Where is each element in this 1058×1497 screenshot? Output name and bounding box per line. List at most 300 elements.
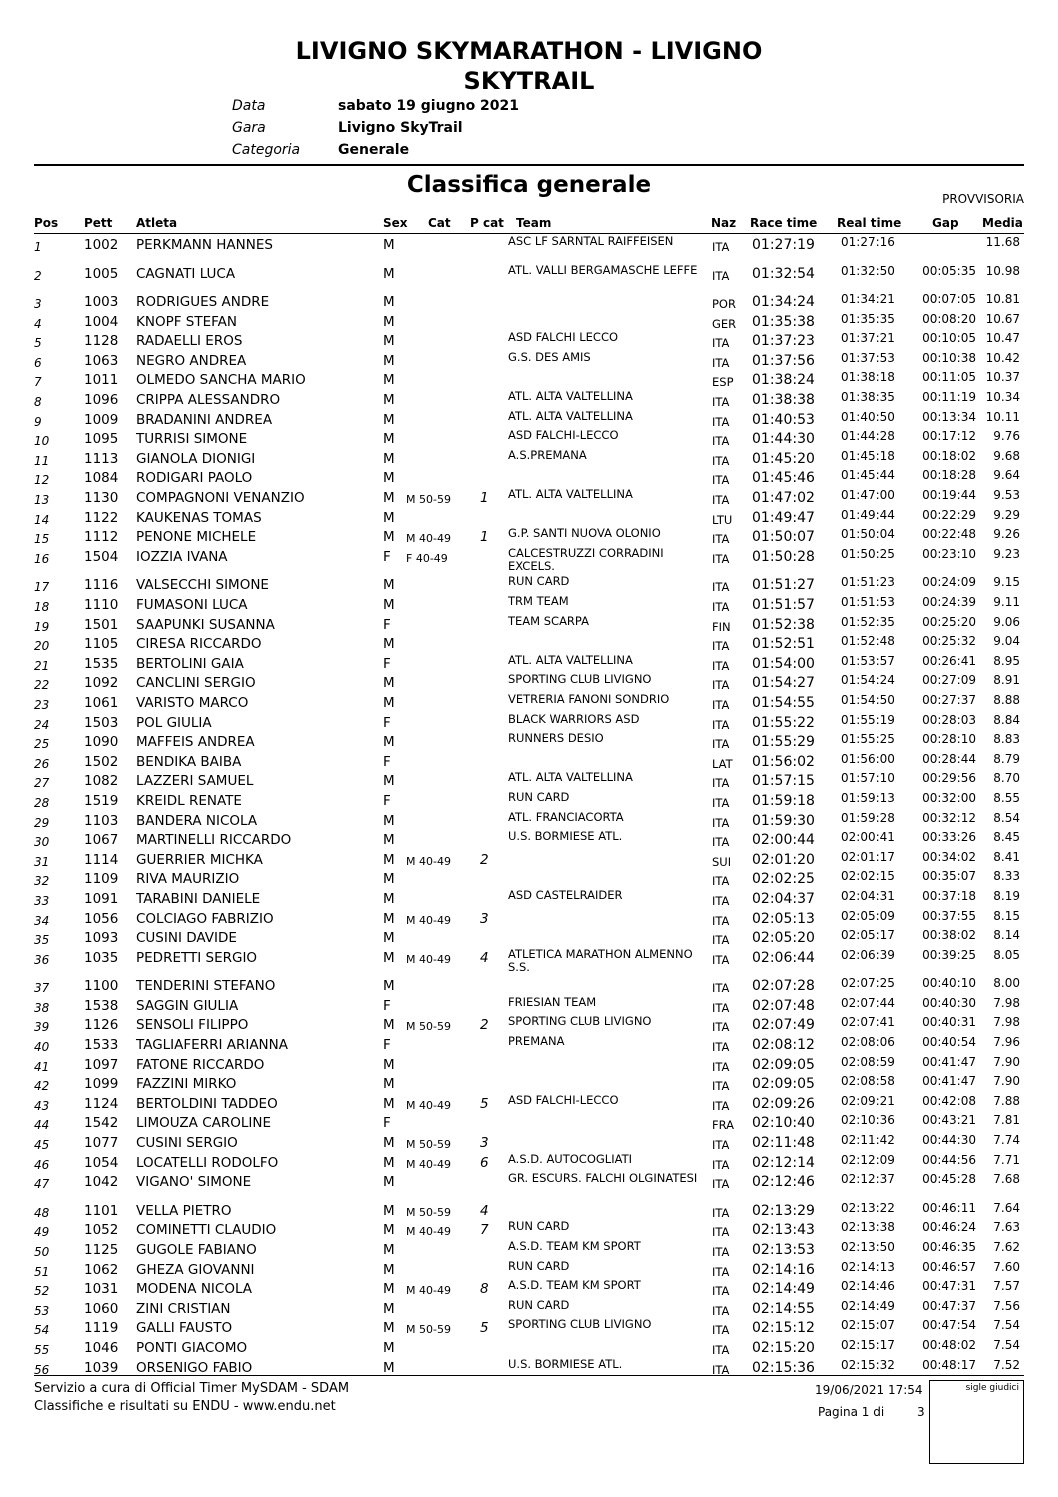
cell-real: 02:12:37 (841, 1172, 895, 1187)
cell-atleta: VELLA PIETRO (136, 1202, 232, 1219)
cell-sex: F (383, 792, 391, 809)
cell-pos: 31 (34, 854, 50, 869)
cell-sex: M (383, 1174, 395, 1191)
cell-race: 01:32:54 (752, 265, 815, 282)
cell-media: 8.88 (993, 692, 1020, 707)
cell-sex: M (383, 313, 395, 330)
cell-naz: ITA (712, 1303, 730, 1318)
cell-naz: ITA (712, 414, 730, 429)
cell-race: 01:38:24 (752, 372, 815, 389)
cell-sex: M (383, 333, 395, 350)
cell-race: 02:13:53 (752, 1241, 815, 1258)
cell-race: 02:10:40 (752, 1115, 815, 1132)
cell-real: 01:50:25 (841, 546, 895, 561)
cell-race: 01:55:22 (752, 714, 815, 731)
cell-pett: 1097 (84, 1056, 119, 1073)
cell-sex: M (383, 949, 395, 966)
cell-sex: M (383, 1241, 395, 1258)
cell-race: 02:09:05 (752, 1076, 815, 1093)
cell-naz: ITA (712, 473, 730, 488)
cell-media: 8.33 (993, 869, 1020, 884)
cell-media: 7.81 (993, 1113, 1020, 1128)
cell-media: 10.47 (985, 331, 1020, 346)
cell-media: 9.11 (993, 594, 1020, 609)
cell-team: RUN CARD (508, 574, 570, 589)
cell-real: 02:15:17 (841, 1337, 895, 1352)
cell-atleta: SAGGIN GIULIA (136, 997, 239, 1014)
cell-atleta: CUSINI DAVIDE (136, 930, 237, 947)
cell-pett: 1062 (84, 1261, 119, 1278)
cell-race: 02:07:49 (752, 1017, 815, 1034)
cell-gap: 00:47:54 (922, 1318, 976, 1333)
cell-atleta: MARTINELLI RICCARDO (136, 832, 292, 849)
cell-atleta: MAFFEIS ANDREA (136, 734, 255, 751)
cell-race: 02:00:44 (752, 832, 815, 849)
cell-team: ATL. ALTA VALTELLINA (508, 652, 633, 667)
cell-media: 10.98 (985, 263, 1020, 278)
data-label: Data (232, 98, 266, 114)
cell-media: 8.41 (993, 849, 1020, 864)
cell-naz: ITA (712, 1244, 730, 1259)
cell-naz: LTU (712, 512, 733, 527)
cell-race: 01:56:02 (752, 753, 815, 770)
cell-naz: ITA (712, 453, 730, 468)
cell-pett: 1084 (84, 470, 119, 487)
cell-real: 01:40:50 (841, 409, 895, 424)
cell-real: 02:11:42 (841, 1133, 895, 1147)
cell-real: 01:37:53 (841, 350, 895, 365)
cell-sex: F (383, 997, 391, 1014)
cell-media: 8.19 (993, 888, 1020, 903)
cell-atleta: LOCATELLI RODOLFO (136, 1154, 279, 1171)
cell-real: 02:15:32 (841, 1357, 895, 1372)
cell-real: 01:55:19 (841, 712, 895, 727)
cell-pos: 20 (34, 639, 50, 654)
cell-atleta: BANDERA NICOLA (136, 812, 258, 829)
cell-gap: 00:25:32 (922, 634, 976, 649)
col-media: Media (982, 216, 1023, 230)
cell-naz: ITA (712, 355, 730, 370)
cell-gap: 00:46:57 (922, 1259, 976, 1274)
cell-race: 02:13:29 (752, 1202, 815, 1219)
cell-race: 01:51:27 (752, 577, 815, 594)
cell-gap: 00:40:30 (922, 995, 976, 1010)
cell-atleta: OLMEDO SANCHA MARIO (136, 372, 306, 389)
cell-race: 01:54:00 (752, 655, 815, 672)
cell-naz: ITA (712, 776, 730, 791)
cell-race: 01:37:23 (752, 333, 815, 350)
cell-atleta: PERKMANN HANNES (136, 237, 273, 253)
cell-naz: ITA (712, 551, 730, 566)
cell-naz: FRA (712, 1118, 735, 1133)
cell-race: 01:50:28 (752, 548, 815, 565)
cell-gap: 00:11:05 (922, 370, 976, 385)
cell-race: 01:57:15 (752, 773, 815, 790)
cell-gap: 00:41:47 (922, 1074, 976, 1089)
cell-atleta: VALSECCHI SIMONE (136, 577, 269, 594)
cell-naz: ITA (712, 395, 730, 409)
cell-gap: 00:05:35 (922, 263, 976, 278)
cell-media: 10.81 (985, 292, 1020, 306)
categoria-label: Categoria (232, 142, 301, 158)
cell-pett: 1101 (84, 1202, 119, 1219)
cell-pos: 37 (34, 981, 50, 996)
cell-gap: 00:22:29 (922, 507, 976, 522)
cell-race: 01:54:55 (752, 694, 815, 711)
cell-gap: 00:24:39 (922, 594, 976, 609)
cell-real: 01:44:28 (841, 429, 895, 444)
cell-sex: M (383, 871, 395, 888)
footer-service: Servizio a cura di Official Timer MySDAM - SDAM (34, 1381, 350, 1396)
cell-media: 10.11 (985, 409, 1020, 424)
cell-pos: 22 (34, 678, 50, 693)
cell-pcat: 2 (480, 1017, 489, 1034)
col-pett: Pett (84, 216, 113, 230)
page-subtitle: Classifica generale (406, 172, 652, 198)
cell-cat: M 50-59 (406, 1205, 451, 1219)
cell-naz: ITA (712, 697, 730, 712)
cell-race: 01:54:27 (752, 675, 815, 692)
footer-page-total: 3 (917, 1405, 925, 1419)
cell-gap: 00:48:02 (922, 1337, 976, 1352)
cell-real: 01:47:00 (841, 488, 895, 502)
cell-atleta: ORSENIGO FABIO (136, 1359, 253, 1376)
cell-atleta: POL GIULIA (136, 714, 212, 731)
cell-sex: M (383, 529, 395, 546)
cell-naz: ITA (712, 240, 730, 254)
cell-real: 01:52:35 (841, 614, 895, 629)
cell-atleta: BERTOLDINI TADDEO (136, 1095, 278, 1112)
cell-race: 02:09:26 (752, 1095, 815, 1112)
cell-atleta: PEDRETTI SERGIO (136, 949, 258, 966)
cell-pos: 25 (34, 737, 50, 752)
cell-pos: 19 (34, 619, 50, 634)
cell-media: 7.56 (993, 1298, 1020, 1313)
cell-cat: M 40-49 (406, 1284, 451, 1298)
cell-naz: SUI (712, 854, 732, 869)
cell-naz: ITA (712, 658, 730, 673)
cell-sex: M (383, 372, 395, 389)
cell-real: 01:51:53 (841, 594, 895, 609)
cell-race: 01:35:38 (752, 313, 815, 330)
cell-sex: M (383, 392, 395, 408)
cell-team: ASD CASTELRAIDER (508, 887, 623, 902)
cell-real: 02:06:39 (841, 947, 895, 962)
cell-race: 01:34:24 (752, 294, 815, 310)
cell-race: 02:14:49 (752, 1281, 815, 1298)
cell-pcat: 3 (480, 1135, 489, 1151)
cell-sex: M (383, 1300, 395, 1317)
cell-atleta: RIVA MAURIZIO (136, 871, 240, 888)
cell-sex: M (383, 773, 395, 790)
cell-sex: M (383, 450, 395, 467)
data-value: sabato 19 giugno 2021 (338, 98, 520, 114)
cell-gap: 00:07:05 (922, 292, 976, 306)
cell-pett: 1114 (84, 851, 119, 868)
cell-real: 01:32:50 (841, 263, 895, 278)
cell-team: RUN CARD (508, 1219, 570, 1234)
cell-race: 01:27:19 (752, 237, 815, 253)
cell-naz: ITA (712, 1362, 730, 1377)
cell-pos: 6 (34, 355, 42, 370)
cell-pett: 1005 (84, 265, 119, 282)
cell-atleta: CAGNATI LUCA (136, 265, 236, 282)
cell-race: 01:44:30 (752, 431, 815, 448)
cell-pett: 1095 (84, 431, 119, 448)
cell-sex: M (383, 1281, 395, 1298)
cell-pos: 14 (34, 512, 50, 527)
cell-pett: 1542 (84, 1115, 119, 1132)
cell-real: 01:53:57 (841, 653, 895, 668)
title-line-2: SKYTRAIL (463, 67, 595, 95)
cell-pett: 1116 (84, 577, 119, 594)
categoria-value: Generale (338, 142, 410, 158)
cell-atleta: VARISTO MARCO (136, 694, 249, 711)
cell-sex: F (383, 753, 391, 770)
cell-naz: ITA (712, 580, 730, 595)
cell-sex: M (383, 734, 395, 751)
cell-gap: 00:38:02 (922, 928, 976, 943)
cell-atleta: RODIGARI PAOLO (136, 470, 253, 487)
status-badge: PROVVISORIA (942, 192, 1024, 206)
cell-real: 02:13:38 (841, 1220, 895, 1235)
cell-pos: 44 (34, 1118, 50, 1133)
cell-pett: 1119 (84, 1320, 119, 1337)
cell-pett: 1533 (84, 1037, 119, 1053)
cell-pett: 1052 (84, 1222, 119, 1239)
cell-real: 01:59:13 (841, 790, 895, 805)
cell-media: 8.14 (993, 928, 1020, 943)
cell-race: 01:55:29 (752, 734, 815, 751)
cell-gap: 00:11:19 (922, 390, 976, 404)
cell-atleta: TENDERINI STEFANO (136, 978, 276, 995)
cell-naz: ITA (712, 717, 730, 732)
cell-cat: M 50-59 (406, 1323, 451, 1337)
cell-sex: M (383, 636, 395, 653)
cell-pos: 3 (34, 297, 42, 311)
cell-atleta: TURRISI SIMONE (136, 431, 248, 448)
cell-team: G.P. SANTI NUOVA OLONIO (508, 526, 661, 541)
cell-cat: M 40-49 (406, 532, 451, 546)
title-line-1: LIVIGNO SKYMARATHON - LIVIGNO (295, 37, 763, 65)
cell-sex: M (383, 675, 395, 692)
footer-divider (34, 1375, 1024, 1376)
cell-gap: 00:32:12 (922, 810, 976, 825)
cell-media: 7.57 (993, 1279, 1020, 1294)
cell-pos: 39 (34, 1020, 50, 1035)
cell-real: 01:37:21 (841, 331, 895, 346)
cell-real: 02:07:44 (841, 995, 895, 1010)
footer-link[interactable]: Classifiche e risultati su ENDU - www.endu.net (34, 1399, 336, 1414)
cell-media: 8.70 (993, 771, 1020, 786)
cell-media: 8.55 (993, 790, 1020, 805)
cell-atleta: PENONE MICHELE (136, 529, 257, 546)
cell-naz: ITA (712, 493, 730, 507)
cell-gap: 00:39:25 (922, 947, 976, 962)
cell-naz: ITA (712, 933, 730, 948)
cell-media: 10.67 (985, 311, 1020, 326)
cell-real: 01:59:28 (841, 810, 895, 825)
cell-pett: 1125 (84, 1241, 119, 1258)
cell-media: 7.96 (993, 1035, 1020, 1049)
cell-pos: 36 (34, 952, 50, 967)
cell-pett: 1009 (84, 411, 119, 428)
cell-media: 8.45 (993, 830, 1020, 845)
cell-media: 9.53 (993, 488, 1020, 502)
cell-team: ATL. VALLI BERGAMASCHE LEFFE (508, 262, 698, 277)
cell-pos: 51 (34, 1264, 50, 1279)
cell-sex: M (383, 265, 395, 282)
cell-naz: ITA (712, 1059, 730, 1074)
cell-real: 01:34:21 (841, 292, 895, 306)
cell-atleta: GUERRIER MICHKA (136, 851, 263, 868)
cell-real: 01:49:44 (841, 507, 895, 522)
cell-race: 01:52:38 (752, 616, 815, 633)
cell-pos: 26 (34, 756, 50, 771)
cell-naz: ITA (712, 336, 730, 351)
cell-pos: 21 (34, 658, 50, 673)
cell-pos: 43 (34, 1098, 50, 1113)
cell-real: 02:14:49 (841, 1298, 895, 1313)
cell-race: 01:45:46 (752, 470, 815, 487)
cell-media: 9.26 (993, 527, 1020, 542)
cell-pett: 1538 (84, 997, 119, 1014)
cell-race: 02:08:12 (752, 1037, 815, 1053)
cell-team: ATL. ALTA VALTELLINA (508, 487, 633, 501)
cell-sex: M (383, 1359, 395, 1376)
cell-sex: M (383, 294, 395, 310)
cell-sex: M (383, 1202, 395, 1219)
cell-race: 01:52:51 (752, 636, 815, 653)
cell-real: 01:38:35 (841, 390, 895, 404)
cell-gap: 00:18:28 (922, 468, 976, 483)
cell-media: 8.15 (993, 908, 1020, 923)
gara-value: Livigno SkyTrail (338, 120, 463, 136)
cell-media: 7.90 (993, 1074, 1020, 1089)
cell-naz: ITA (712, 815, 730, 830)
cell-naz: ITA (712, 1000, 730, 1015)
cell-atleta: ZINI CRISTIAN (136, 1300, 231, 1317)
cell-atleta: SAAPUNKI SUSANNA (136, 616, 275, 633)
cell-naz: ITA (712, 981, 730, 996)
cell-atleta: RODRIGUES ANDRE (136, 294, 270, 310)
cell-atleta: CUSINI SERGIO (136, 1135, 238, 1151)
signature-label: sigle giudici (965, 1383, 1019, 1393)
cell-pcat: 1 (480, 529, 489, 546)
cell-atleta: GALLI FAUSTO (136, 1320, 233, 1337)
cell-pett: 1035 (84, 949, 119, 966)
cell-team: BLACK WARRIORS ASD (508, 711, 640, 726)
cell-media: 7.52 (993, 1357, 1020, 1372)
cell-pos: 54 (34, 1323, 50, 1338)
cell-atleta: KAUKENAS TOMAS (136, 509, 262, 526)
cell-media: 9.06 (993, 614, 1020, 629)
cell-gap: 00:17:12 (922, 429, 976, 444)
cell-sex: F (383, 1037, 391, 1053)
cell-sex: M (383, 978, 395, 995)
cell-pos: 8 (34, 395, 42, 409)
cell-team: ATL. ALTA VALTELLINA (508, 408, 633, 423)
cell-race: 02:09:05 (752, 1056, 815, 1073)
cell-pett: 1054 (84, 1154, 119, 1171)
cell-naz: ITA (712, 678, 730, 693)
cell-sex: M (383, 1154, 395, 1171)
cell-sex: M (383, 237, 395, 253)
cell-real: 01:38:18 (841, 370, 895, 385)
cell-real: 02:14:13 (841, 1259, 895, 1274)
cell-cat: M 40-49 (406, 1225, 451, 1239)
cell-atleta: NEGRO ANDREA (136, 352, 247, 369)
cell-gap: 00:28:10 (922, 732, 976, 747)
cell-pos: 42 (34, 1079, 50, 1094)
cell-atleta: SENSOLI FILIPPO (136, 1017, 249, 1034)
cell-pett: 1056 (84, 910, 119, 927)
cell-race: 02:05:13 (752, 910, 815, 927)
cell-pett: 1077 (84, 1135, 119, 1151)
cell-atleta: FAZZINI MIRKO (136, 1076, 237, 1093)
cell-gap: 00:40:54 (922, 1035, 976, 1049)
cell-pos: 28 (34, 795, 50, 810)
cell-real: 01:54:24 (841, 673, 895, 688)
cell-pett: 1504 (84, 548, 119, 565)
cell-gap: 00:08:20 (922, 311, 976, 326)
cell-race: 01:49:47 (752, 509, 815, 526)
cell-race: 02:06:44 (752, 949, 815, 966)
cell-gap: 00:10:38 (922, 350, 976, 365)
cell-atleta: COLCIAGO FABRIZIO (136, 910, 274, 927)
cell-cat: M 40-49 (406, 952, 451, 966)
cell-atleta: RADAELLI EROS (136, 333, 243, 350)
cell-naz: ITA (712, 952, 730, 967)
cell-gap: 00:19:44 (922, 488, 976, 502)
cell-naz: ITA (712, 532, 730, 547)
cell-real: 02:01:17 (841, 849, 895, 864)
col-naz: Naz (711, 216, 737, 230)
cell-cat: M 40-49 (406, 1098, 451, 1112)
cell-pett: 1124 (84, 1095, 119, 1112)
cell-pett: 1046 (84, 1339, 119, 1356)
cell-media: 8.91 (993, 673, 1020, 688)
cell-sex: M (383, 910, 395, 927)
cell-team: RUN CARD (508, 1297, 570, 1312)
cell-naz: ITA (712, 1098, 730, 1113)
cell-pett: 1061 (84, 694, 119, 711)
cell-media: 7.60 (993, 1259, 1020, 1274)
cell-pos: 15 (34, 532, 50, 547)
cell-pos: 49 (34, 1225, 50, 1240)
cell-pos: 33 (34, 893, 50, 908)
cell-pos: 27 (34, 776, 50, 791)
cell-real: 02:05:09 (841, 908, 895, 923)
cell-media: 8.79 (993, 751, 1020, 766)
cell-naz: ITA (712, 835, 730, 850)
cell-pos: 5 (34, 336, 42, 351)
cell-pcat: 4 (480, 1202, 489, 1219)
cell-pett: 1113 (84, 450, 119, 467)
cell-pos: 48 (34, 1205, 50, 1220)
cell-atleta: KREIDL RENATE (136, 792, 242, 809)
cell-pos: 18 (34, 599, 50, 614)
col-cat: Cat (428, 216, 451, 230)
cell-naz: ITA (712, 1225, 730, 1240)
cell-media: 7.88 (993, 1093, 1020, 1108)
cell-pett: 1067 (84, 832, 119, 849)
cell-race: 01:50:07 (752, 529, 815, 546)
cell-media: 11.68 (985, 235, 1020, 249)
col-sex: Sex (383, 216, 408, 230)
cell-race: 02:12:14 (752, 1154, 815, 1171)
cell-team: G.S. DES AMIS (508, 349, 591, 364)
